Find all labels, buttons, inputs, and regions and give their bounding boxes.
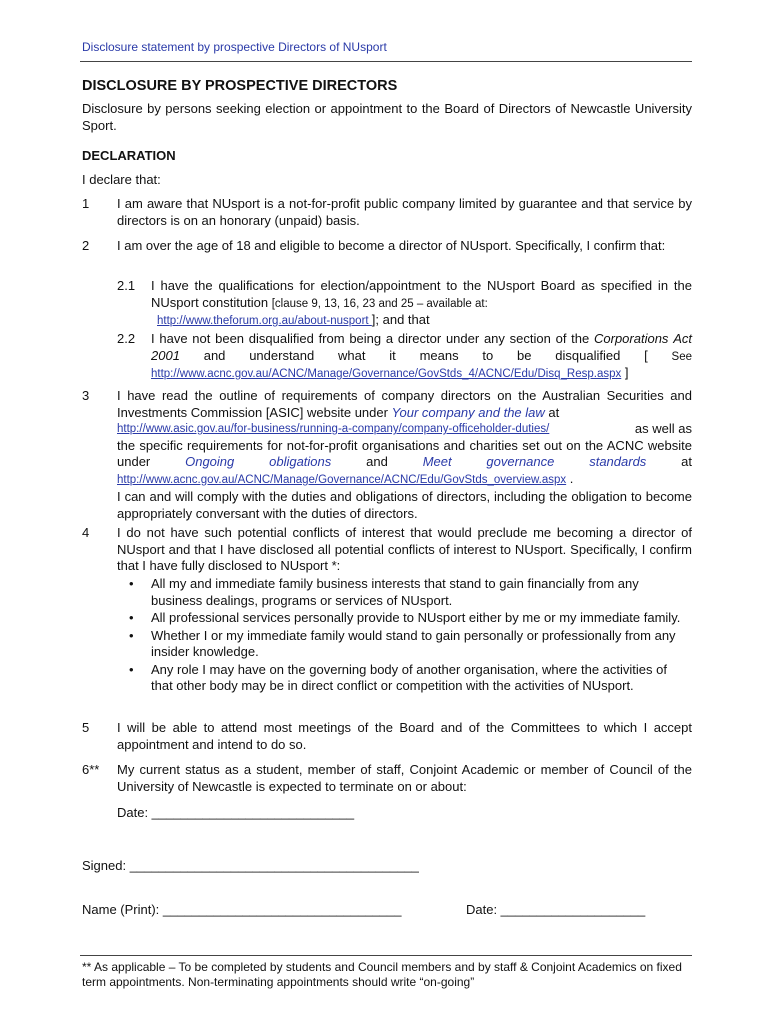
disq-resp-link[interactable]: http://www.acnc.gov.au/ACNC/Manage/Governance/GovStds_4/ACNC/Edu/Disq_Resp.aspx — [151, 368, 622, 380]
date-field-1[interactable]: Date: ____________________________ — [117, 805, 355, 820]
subitem-number-2-1: 2.1 — [117, 278, 136, 293]
govstds-overview-link[interactable]: http://www.acnc.gov.au/ACNC/Manage/Governance/ACNC/Edu/GovStds_overview.aspx — [117, 473, 567, 486]
bullet-item — [117, 576, 692, 609]
item-number-1: 1 — [82, 196, 90, 211]
item-3-at2: at — [681, 454, 693, 469]
subitem-2-1 — [151, 278, 692, 330]
declare-that: I declare that: — [82, 172, 161, 187]
header-rule — [80, 61, 692, 62]
page-header: Disclosure statement by prospective Directors of NUsport — [82, 40, 387, 54]
footnote-rule — [80, 955, 692, 956]
bullet-item — [117, 628, 692, 661]
item-3-aswell: as well as — [634, 421, 692, 436]
signed-field[interactable]: Signed: ________________________________________ — [82, 858, 419, 873]
item-3-tail: I can and will comply with the duties and obligations of directors, including the obligation to become appropriately conversant with the duties of directors. — [117, 489, 692, 521]
asic-link[interactable]: http://www.asic.gov.au/for-business/running-a-company/company-officeholder-duties/ — [117, 423, 550, 435]
item-text-1: I am aware that NUsport is a not-for-profit public company limited by guarantee and that service by directors is on an honorary (unpaid) basis. — [117, 196, 692, 228]
subitem-2-2 — [151, 331, 692, 383]
date-field-2[interactable]: Date: ____________________ — [466, 902, 646, 917]
bullet-item — [117, 662, 692, 695]
item-number-3: 3 — [82, 388, 90, 403]
item-3-pre: I have read the outline of requirements of company directors on the Australian Securities and Investments Commission [ASIC] website under — [117, 388, 692, 420]
bullet-icon: • — [129, 627, 134, 643]
subitem-2-2-mid: and understand what it means to be disqualified [ — [179, 347, 648, 363]
conflict-bullet-list — [117, 576, 692, 696]
bullet-text: All professional services personally provide to NUsport either by me or my immediate family. — [151, 610, 681, 625]
item-text-4: I do not have such potential conflicts of interest that would preclude me becoming a director of NUsport and that I have disclosed all potential conflicts of interest to NUsport. Specifically, I confirm that I have fully disclosed to NUsport *: — [117, 525, 692, 573]
item-3-mid: the specific requirements for not-for-profit organisations and charities set out on the ACNC website under — [117, 437, 692, 469]
meet-governance-link[interactable]: Meet governance standards — [422, 454, 647, 469]
bullet-text: Any role I may have on the governing body of another organisation, where the activities of that other body may be in direct conflict or competition with the activities of NUsport. — [151, 661, 667, 693]
ongoing-obligations-link[interactable]: Ongoing obligations — [185, 454, 332, 469]
subitem-2-1-text: I have the qualifications for election/appointment to the NUsport Board as specified in the NUsport constitution — [151, 278, 692, 310]
bullet-icon: • — [129, 661, 134, 677]
bullet-text: Whether I or my immediate family would stand to gain personally or professionally from any insider knowledge. — [151, 627, 676, 659]
item-text-3 — [117, 388, 692, 522]
item-number-2: 2 — [82, 238, 90, 253]
act-italic: Act 2001 — [151, 331, 692, 363]
your-company-link[interactable]: Your company and the law — [391, 404, 545, 420]
footnote: ** As applicable – To be completed by students and Council members and by staff & Conjoint Academics on fixed term appointments. Non-terminating appointments should write “on-going” — [82, 960, 682, 989]
item-3-dot: . — [566, 470, 574, 486]
subitem-2-1-tail: ]; and that — [371, 312, 430, 327]
subitem-number-2-2: 2.2 — [117, 331, 136, 346]
bullet-item — [117, 610, 692, 627]
item-text-6: My current status as a student, member of staff, Conjoint Academic or member of Council of the University of Newcastle is expected to terminate on or about: — [117, 762, 692, 794]
subitem-2-2-pre: I have not been disqualified from being a director under any section of the — [151, 331, 594, 346]
name-print-field[interactable]: Name (Print): _________________________________ — [82, 902, 402, 917]
item-number-4: 4 — [82, 525, 90, 540]
item-text-2: I am over the age of 18 and eligible to become a director of NUsport. Specifically, I confirm that: — [117, 238, 666, 253]
document-title: DISCLOSURE BY PROSPECTIVE DIRECTORS — [82, 78, 398, 94]
corporations-italic: Corporations — [594, 331, 669, 346]
item-number-5: 5 — [82, 720, 90, 735]
bullet-icon: • — [129, 610, 134, 625]
intro-paragraph: Disclosure by persons seeking election or appointment to the Board of Directors of Newcastle University Sport. — [82, 101, 692, 133]
item-number-6: 6** — [82, 762, 100, 777]
see-label: See — [671, 350, 692, 363]
subitem-2-2-tail: ] — [621, 365, 629, 380]
bullet-text: All my and immediate family business interests that stand to gain financially from any business dealings, programs or services of NUsport. — [151, 576, 639, 608]
item-3-and: and — [366, 454, 388, 469]
declaration-heading: DECLARATION — [82, 148, 176, 163]
item-text-5: I will be able to attend most meetings of the Board and of the Committees to which I accept appointment and intend to do so. — [117, 720, 692, 752]
bullet-icon: • — [129, 576, 134, 591]
item-3-at1: at — [544, 404, 560, 420]
subitem-2-1-note: [clause 9, 13, 16, 23 and 25 – available at: — [271, 297, 488, 310]
forum-link[interactable]: http://www.theforum.org.au/about-nusport — [157, 315, 372, 327]
